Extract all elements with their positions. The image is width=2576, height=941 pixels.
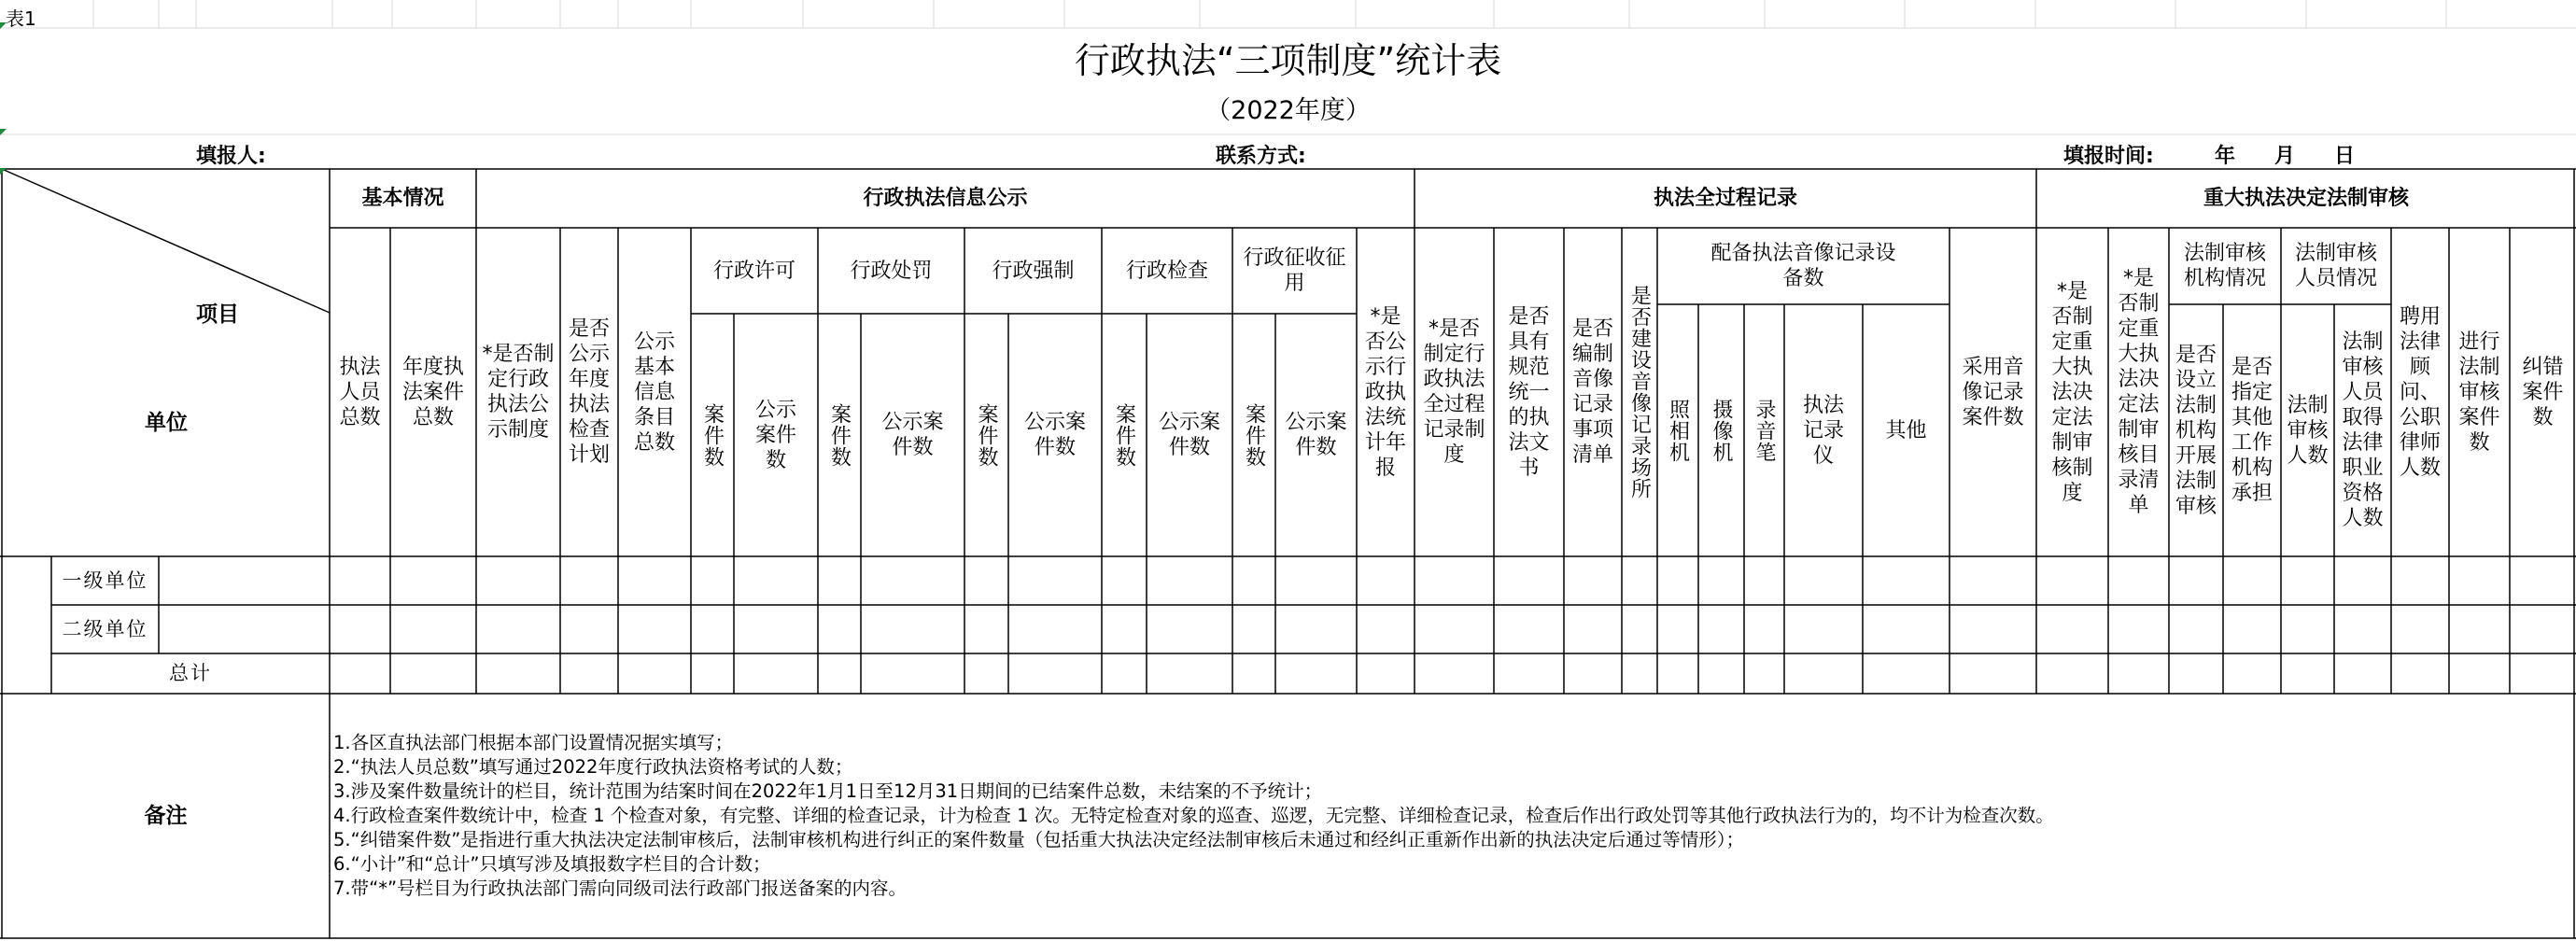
note-6: 6.“小计”和“总计”只填写涉及填报数字栏目的合计数； (333, 853, 771, 875)
subgroup-levy: 行政征收征用 (1243, 246, 1346, 295)
col-annual-cases: 年度执法案件总数 (401, 355, 464, 429)
col-review-list: *是否制定重大执法决定法制审核目录清单 (2118, 267, 2160, 517)
remarks-label: 备注 (144, 803, 188, 828)
note-1: 1.各区直执法部门根据本部门设置情况据实填写； (333, 732, 734, 753)
subgroup-review-org: 法制审核机构情况 (2183, 242, 2266, 290)
col-permit-disclosed: 公示案件数 (754, 398, 796, 472)
subgroup-permit: 行政许可 (712, 259, 795, 283)
note-2: 2.“执法人员总数”填写通过2022年度行政执法资格考试的人数； (333, 756, 853, 778)
note-7: 7.带“*”号栏目为行政执法部门需向同级司法行政部门报送备案的内容。 (333, 878, 908, 899)
col-levy-case-count: 案件数 (1242, 402, 1266, 468)
page-subtitle: （2022年度） (1205, 96, 1371, 125)
row-label-level2: 二级单位 (62, 617, 148, 640)
month-label: 月 (2274, 145, 2296, 168)
col-inspection-plan: 是否公示年度执法检查计划 (568, 317, 610, 467)
col-video-camera: 摄像机 (1710, 398, 1733, 463)
subgroup-equipment: 配备执法音像记录设备数 (1710, 242, 1896, 290)
note-3: 3.涉及案件数量统计的栏目，统计范围为结案时间在2022年1月1日至12月31日期间的已结案件总数，未结案的不予统计； (333, 780, 1323, 802)
col-av-venue: 是否建设音像记录场所 (1627, 285, 1652, 499)
group-full-process-record: 执法全过程记录 (1653, 187, 1797, 210)
col-penalty-disclosed: 公示案件数 (881, 411, 944, 459)
subgroup-penalty: 行政处罚 (850, 259, 933, 283)
col-disclosure-system: *是否制定行政执法公示制度 (482, 343, 555, 442)
contact-label: 联系方式: (1216, 145, 1306, 168)
col-review-staff-count: 法制审核人数 (2287, 393, 2329, 468)
col-staff-total: 执法人员总数 (339, 355, 381, 429)
page-title: 行政执法“三项制度”统计表 (1074, 40, 1502, 81)
row-label-total: 总计 (169, 662, 212, 684)
col-inspection-case-count: 案件数 (1112, 402, 1136, 468)
col-basic-info-count: 公示基本信息条目总数 (633, 330, 675, 455)
col-review-system: *是否制定重大执法决定法制审核制度 (2051, 279, 2093, 505)
group-basic-info: 基本情况 (361, 187, 444, 210)
col-annual-report: *是否公示行政执法统计年报 (1364, 304, 1406, 480)
col-other-equipment: 其他 (1885, 418, 1927, 442)
col-coercion-case-count: 案件数 (975, 402, 998, 468)
report-time-label: 填报时间: (2063, 145, 2154, 168)
day-label: 日 (2334, 145, 2356, 168)
note-4: 4.行政检查案件数统计中，检查 1 个检查对象，有完整、详细的检查记录，计为检查 1 次。无特定检查对象的巡查、巡逻，无完整、详细检查记录，检查后作出行政处罚等其他行政执法行为的，均不计为检查次数。 (333, 805, 2054, 826)
row-label-level1: 一级单位 (62, 569, 148, 592)
group-legal-review: 重大执法决定法制审核 (2203, 187, 2409, 210)
col-unified-documents: 是否具有规范统一的执法文书 (1508, 304, 1550, 480)
col-av-cases: 采用音像记录案件数 (1962, 355, 2024, 429)
sheet-tab-label: 表1 (6, 7, 36, 30)
col-coercion-disclosed: 公示案件数 (1023, 411, 1086, 459)
subgroup-coercion: 行政强制 (992, 259, 1075, 283)
subgroup-review-staff: 法制审核人员情况 (2294, 242, 2377, 290)
col-av-item-list: 是否编制音像记录事项清单 (1571, 317, 1613, 467)
year-label: 年 (2215, 145, 2236, 168)
col-camera: 照相机 (1666, 398, 1690, 463)
col-record-system: *是否制定行政执法全过程记录制度 (1423, 317, 1485, 467)
col-other-org: 是否指定其他工作机构承担 (2231, 356, 2273, 505)
note-5: 5.“纠错案件数”是指进行重大执法决定法制审核后，法制审核机构进行纠正的案件数量（包括重大执法决定经法制审核后未通过和经纠正重新作出新的执法决定后通过等情形）； (333, 829, 1745, 850)
col-review-org-set: 是否设立法制机构开展法制审核 (2175, 343, 2217, 518)
reporter-label: 填报人: (196, 145, 266, 168)
group-disclosure: 行政执法信息公示 (863, 187, 1028, 210)
col-corrected-cases: 纠错案件数 (2522, 355, 2564, 429)
col-body-recorder: 执法记录仪 (1802, 393, 1844, 468)
col-lawyers: 聘用法律顾问、公职律师人数 (2399, 304, 2441, 480)
corner-unit-label: 单位 (145, 411, 188, 435)
col-penalty-case-count: 案件数 (827, 402, 852, 468)
subgroup-inspection: 行政检查 (1125, 259, 1208, 283)
col-permit-case-count: 案件数 (700, 402, 725, 468)
col-recorder-pen: 录音笔 (1753, 398, 1776, 463)
corner-item-label: 项目 (196, 302, 239, 327)
col-inspection-disclosed: 公示案件数 (1158, 411, 1220, 459)
col-reviewed-cases: 进行法制审核案件数 (2458, 330, 2500, 455)
col-qualified-staff: 法制审核人员取得法律职业资格人数 (2342, 330, 2384, 530)
col-levy-disclosed: 公示案件数 (1285, 411, 1347, 459)
